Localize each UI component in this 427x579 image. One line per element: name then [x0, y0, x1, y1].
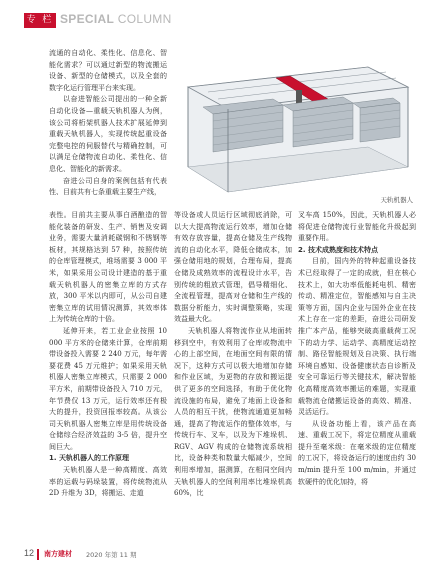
article-column-left	[49, 210, 167, 500]
paragraph: 表性。目前共主要从事白酒酿造的智能化装备的研发、生产、销售及安调业务，需要大量消耗碳钢和不锈钢等板材，其规格达到 57 种，按照传统的仓库管理模式，堆场需要 3 000 平米，如果采用公司设计建造的基于重载天轨机器人的密集立库的方式存放，300 平米以内即可，从公司自建密集立库的试用情况测算，其效率体上为传统仓库的十倍。	[49, 211, 167, 324]
section-heading: 1. 天轨机器人的工作原理	[49, 454, 129, 463]
paragraph: 天轨机器人将物流作业从地面转移到空中，有效利用了仓库或物流中心的上部空间，在地面空间有限的情况下，这种方式可以极大地增加存储和作业区域，为更物的存放和搬运提供了更多的空间选择，有助于优化物流设施的布局，避免了地面上设备和人员的相互干扰，使物流通道更加畅通，提高了物流运作的整体效率，与传统行车、叉车，以及为下堆垛机、RGV、AGV 构成的仓储物流系统相比，设备种类和数量大幅减少，空间利用率增加，据测算，在相同空间内天轨机器人的空间利用率比堆垛机高 60%，比	[174, 326, 292, 498]
page-number: 12	[24, 548, 35, 558]
paragraph: 叉车高 150%，因此，天轨机器人必将促进仓储物流行业智能化升级起到重要作用。	[298, 211, 416, 243]
section-label	[60, 12, 172, 26]
ceiling-robot-illustration	[178, 47, 413, 197]
footer-divider	[37, 549, 39, 560]
article-column-left-top	[49, 48, 167, 199]
paragraph: 等设备或人员运行区域彻底消除，可以大大提高物流运行效率，增加仓储有效存放容量，提高仓储及生产线物流的自动化水平，降低仓储成本，加强仓储用地的规划，合理布局，提高仓储及成熟效率的流程设计水平，告别传统的粗放式管理，倡导精细化、全流程管理，提高对仓储和生产线的数据分析能力，实时调整策略，实现效益最大化。	[174, 211, 292, 324]
paragraph: 以奋进智能公司提出的一种全新自动化设备—重载天轨机器人为例，该公司将桁架机器人技术扩展延伸到重载天轨机器人，实现传统起重设备完整电控的伺服替代与精确控制，可以满足仓储物流自动化、柔性化、信息化、智能化的新需求。	[49, 95, 167, 173]
paragraph: 流通的自动化、柔性化、信息化、智能化需求？可以通过新型的物流搬运设备、新型的仓储模式，以及全套的数字化运行管理平台来实现。	[49, 49, 167, 92]
robot-figure	[178, 47, 413, 197]
section-heading: 2. 技术成熟度和技术特点	[298, 245, 378, 254]
paragraph: 天轨机器人是一种高精度、高效率的运载与码垛装置，将传统物流从 2D 升维为 3D，将搬运、走道	[49, 466, 167, 498]
column-tag: 专 栏	[24, 13, 56, 28]
journal-name: 南方建材	[44, 550, 72, 558]
article-column-middle	[174, 210, 292, 500]
issue-label: 2020 年第 11 期	[86, 551, 137, 559]
paragraph: 从设备功能上看，该产品在高速、重载工况下，将定位精度从重载提升至毫米级：在毫米级的定位精度的工况下，将设备运行的速度由约 30 m/min 提升至 100 m/min，并通过软硬件的优化加持，将	[298, 419, 416, 486]
figure-caption: 天轨机器人	[380, 196, 413, 204]
article-column-right	[298, 210, 416, 488]
section-label-prefix: SPECIAL	[60, 12, 115, 26]
paragraph: 奋进公司自身的案例包括有代表性、目前共有七条重载主要生产线，	[49, 176, 167, 197]
section-label-suffix: COLUMN	[114, 12, 172, 26]
page-header	[0, 0, 427, 40]
paragraph: 延伸开来，若工业企业按照 10 000 平方米的仓储来计算，仓库前期带设备投入需要 2 240 万元，每年需要花费 45 万元维护；如果采用天轨机器人密集立库模式，只需要 2 000 平方米，前期带设备投入 710 万元，年节费仅 13 万元，运行效率还有极大的提升，投资回报率较高。从该公司天轨机器人密集立库是用传统设备仓储综合经济效益的 3-5 倍，提升空间巨大。	[49, 326, 167, 451]
paragraph: 目前，国内外的特种起重设备技术已经取得了一定的成就，但在核心技术上，如大功率低能耗电机、精密传动、精准定位，智能感知与自主决策等方面，国内企业与国外企业在技术上存在一定的差距，奋进公司研发推广本产品，能够突破高重载荷工况下的动力学、运动学、高精度运动控制、路径智能规划及自决策、执行端环境自感知、设备健康状态自诊断及安全可靠运行等关键技术，解决智能化高精度高效率搬运的难题，实现重载物流仓储搬运设备的高效、精准、灵活运行。	[298, 257, 416, 417]
